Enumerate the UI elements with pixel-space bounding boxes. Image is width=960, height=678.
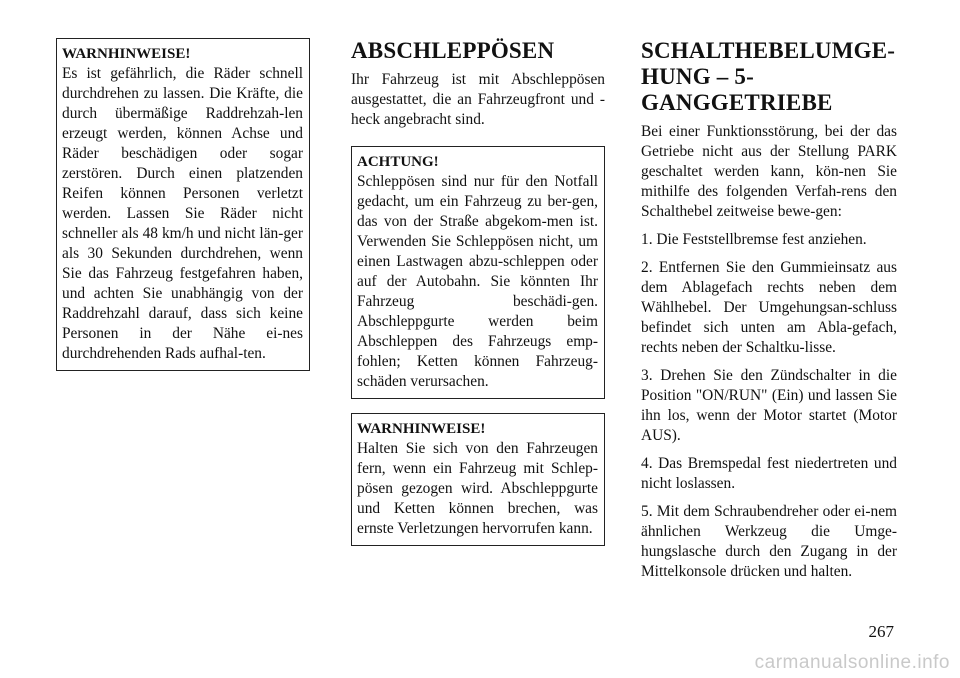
caution-title: ACHTUNG! xyxy=(357,154,439,170)
step-item: 5. Mit dem Schraubendreher oder ei-nem ähnlichen Werkzeug die Umge-hungslasche durch den Zugang in der Mittelkonsole drücken und halten. xyxy=(641,503,897,580)
section-heading-schalthebelumgehung: SCHALTHEBELUMGE-HUNG – 5-GANGGETRIEBE xyxy=(641,38,896,115)
section-intro: Ihr Fahrzeug ist mit Abschleppösen ausgestattet, die an Fahrzeugfront und -heck angebracht sind. xyxy=(351,71,605,128)
section-heading-abschleppoesen: ABSCHLEPPÖSEN xyxy=(351,38,555,63)
caution-box xyxy=(351,146,605,399)
column-right xyxy=(641,38,897,590)
step-item: 1. Die Feststellbremse fest anziehen. xyxy=(641,231,867,248)
column-left xyxy=(56,38,310,385)
warning-text: Halten Sie sich von den Fahrzeugen fern, wenn ein Fahrzeug mit Schlep-pösen gezogen wird. Abschleppgurte und Ketten können brechen, was ernste Verletzungen hervorrufen kann. xyxy=(357,440,598,537)
warning-title: WARNHINWEISE! xyxy=(357,421,486,437)
step-item: 3. Drehen Sie den Zündschalter in die Position "ON/RUN" (Ein) und lassen Sie ihn los, wenn der Motor startet (Motor AUS). xyxy=(641,367,897,444)
step-item: 4. Das Bremspedal fest niedertreten und nicht loslassen. xyxy=(641,455,897,492)
warning-text: Es ist gefährlich, die Räder schnell durchdrehen zu lassen. Die Kräfte, die durch übermäßige Raddrehzah-len erzeugt werden, können Achse und Räder beschädigen oder sogar zerstören. Durch einen platzenden Reifen können Personen verletzt werden. Lassen Sie Räder nicht schneller als 48 km/h und nicht län-ger als 30 Sekunden durchdrehen, wenn Sie das Fahrzeug festgefahren haben, und achten Sie unabhängig von der Raddrehzahl darauf, dass sich keine Personen in der Nähe ei-nes durchdrehenden Rads aufhal-ten. xyxy=(62,65,303,362)
watermark: carmanualsonline.info xyxy=(754,652,950,673)
warning-box xyxy=(351,413,605,546)
section-intro: Bei einer Funktionsstörung, bei der das Getriebe nicht aus der Stellung PARK geschaltet werden kann, kön-nen Sie mithilfe des folgenden Verfah-rens den Schalthebel zeitweise bewe-gen: xyxy=(641,123,897,220)
page-number: 267 xyxy=(868,622,894,641)
warning-title: WARNHINWEISE! xyxy=(62,46,191,62)
caution-text: Schleppösen sind nur für den Notfall gedacht, um ein Fahrzeug zu ber-gen, das von der Straße abgekom-men ist. Verwenden Sie Schleppösen nicht, um einen Lastwagen abzu-schleppen oder auf der Autobahn. Sie könnten Ihr Fahrzeug beschädi-gen. Abschleppgurte werden beim Abschleppen des Fahrzeugs emp-fohlen; Ketten können Fahrzeug-schäden verursachen. xyxy=(357,173,598,390)
warning-box xyxy=(56,38,310,371)
column-middle xyxy=(351,38,605,560)
step-item: 2. Entfernen Sie den Gummieinsatz aus dem Ablagefach rechts neben dem Wählhebel. Der Umgehungsan-schluss befindet sich unten am Abla-gefach, rechts neben der Schaltku-lisse. xyxy=(641,259,897,356)
